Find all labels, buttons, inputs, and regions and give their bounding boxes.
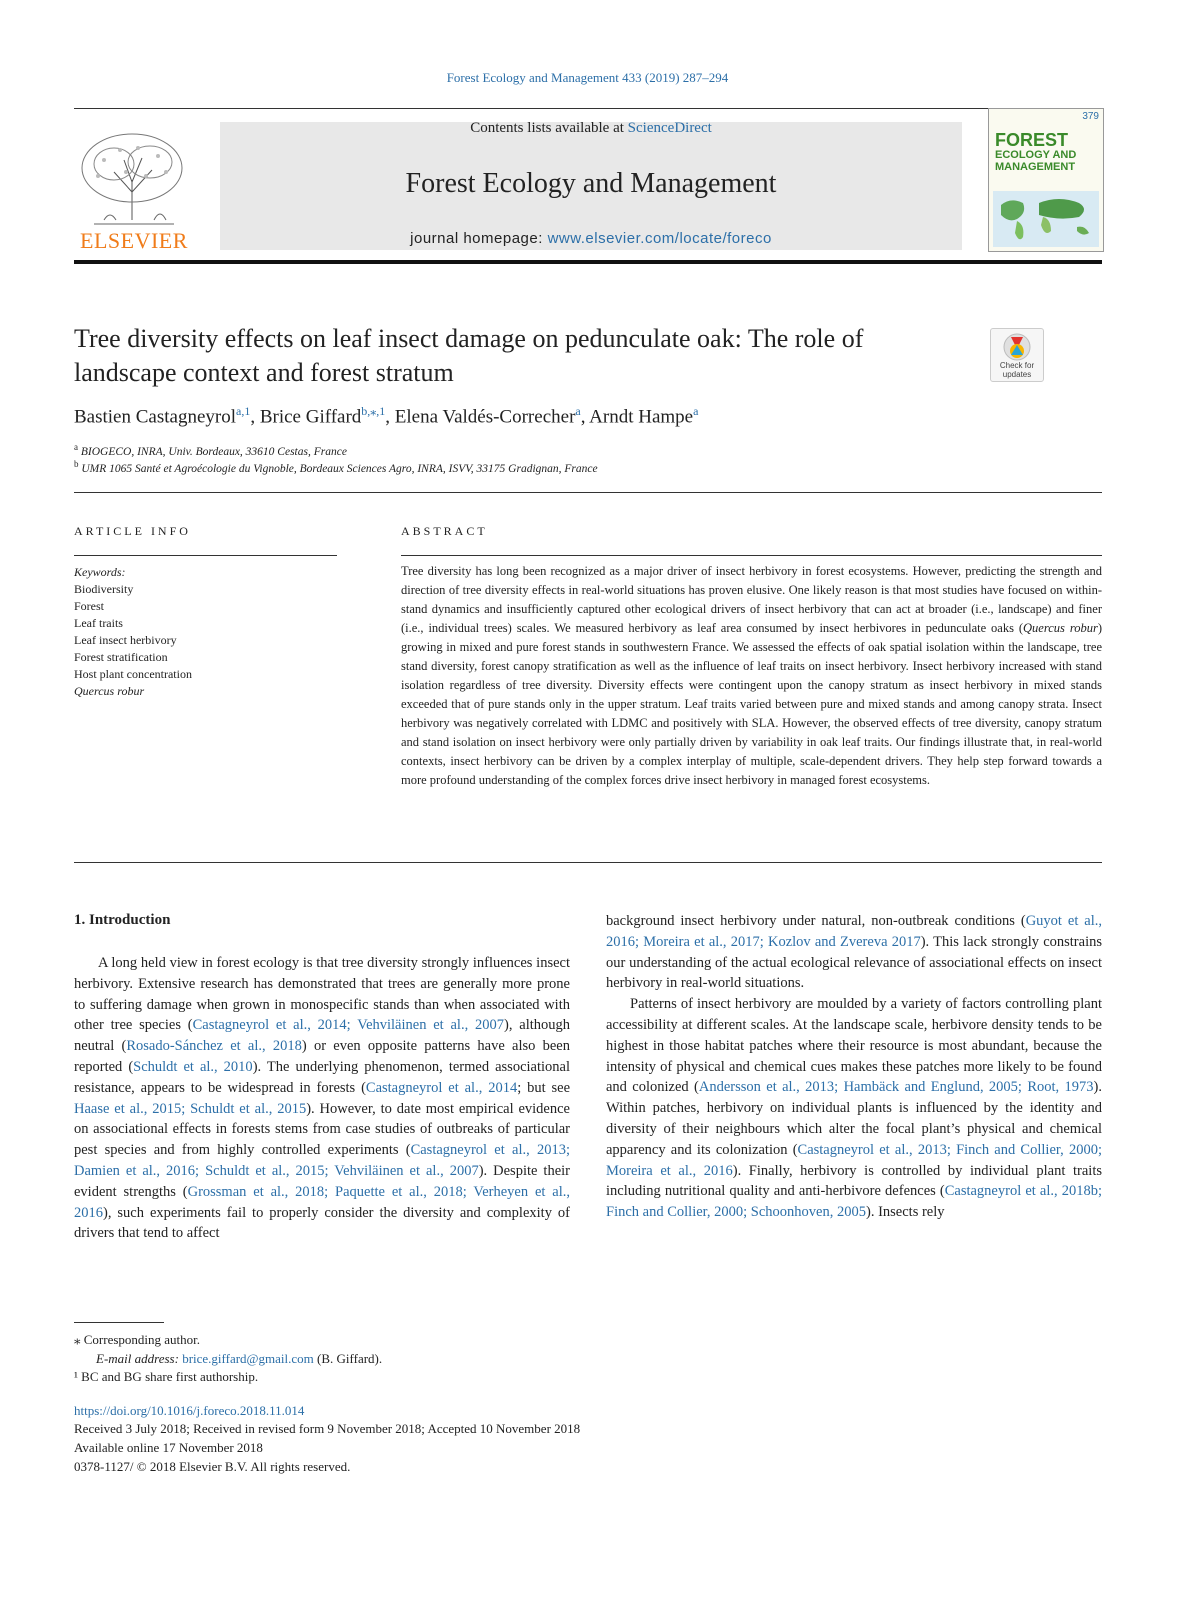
footnote-corresponding: ⁎ Corresponding author. [74, 1332, 201, 1347]
body-column-right [606, 911, 1102, 1223]
title-line-2: landscape context and forest stratum [74, 358, 454, 387]
keywords-label: Keywords: [74, 565, 126, 579]
affiliation-text: UMR 1065 Santé et Agroécologie du Vignoble, Bordeaux Sciences Agro, INRA, ISVV, 33175 Gradignan, France [81, 462, 598, 475]
available-online: Available online 17 November 2018 [74, 1440, 263, 1455]
body-text: ). However, to date most empirical evidence on associational effects in forests stems from case studies of outbreaks of particular pest species and from highly controlled experiments ( [74, 1100, 570, 1159]
body-text: ; but see [517, 1079, 571, 1096]
keyword: Quercus robur [74, 684, 145, 698]
cover-issue-number: 379 [1082, 111, 1099, 122]
reference-link[interactable]: Haase et al., 2015; Schuldt et al., 2015 [74, 1100, 307, 1117]
intro-paragraph-3 [606, 994, 1102, 1223]
journal-cover[interactable] [988, 108, 1104, 252]
journal-citation[interactable]: Forest Ecology and Management 433 (2019) 287–294 [446, 70, 729, 85]
body-text: ). Despite their evident strengths ( [74, 1162, 571, 1200]
crossmark-icon [991, 331, 1043, 365]
homepage-prefix: journal homepage: [410, 230, 548, 247]
contents-line [220, 120, 962, 137]
reference-link[interactable]: Castagneyrol et al., 2013; Damien et al., 2016; Schuldt et al., 2015; Vehviläinen et al., 2007 [74, 1142, 570, 1179]
body-text: ). This lack strongly constrains our understanding of the actual ecological relevance of associational effects on insect herbivory in real-world situations. [606, 933, 1102, 992]
keyword: Forest [74, 599, 104, 613]
keyword: Leaf insect herbivory [74, 633, 177, 647]
email-suffix: (B. Giffard). [313, 1351, 383, 1366]
keywords-block [74, 564, 192, 700]
received-dates: Received 3 July 2018; Received in revised form 9 November 2018; Accepted 10 November 2018 [74, 1421, 581, 1436]
reference-link[interactable]: Castagneyrol et al., 2014 [365, 1079, 518, 1096]
footnote-email [96, 1350, 382, 1369]
abstract-species: Quercus robur [1023, 621, 1098, 635]
author-affiliation-mark[interactable]: a [575, 404, 581, 418]
author-affiliation-mark[interactable]: a,1 [236, 404, 251, 418]
reference-link[interactable]: Andersson et al., 2013; Hambäck and Englund, 2005; Root, 1973 [698, 1079, 1094, 1096]
intro-paragraph-2 [606, 911, 1102, 994]
body-text: ) or even opposite patterns have also been reported ( [74, 1038, 570, 1075]
keyword: Leaf traits [74, 616, 123, 630]
body-text: background insect herbivory under natural, non-outbreak conditions ( [606, 913, 1026, 929]
body-text: ), such experiments fail to properly consider the diversity and complexity of drivers that tend to affect [74, 1204, 570, 1242]
footnote-shared-authorship: ¹ BC and BG share first authorship. [74, 1369, 259, 1384]
author-name: Elena Valdés-Correcher [394, 406, 576, 428]
body-text: ). Insects rely [866, 1204, 945, 1221]
affiliation-rule [74, 492, 1102, 493]
keyword: Forest stratification [74, 650, 168, 664]
reference-link[interactable]: Rosado-Sánchez et al., 2018 [126, 1038, 302, 1055]
title-line-1: Tree diversity effects on leaf insect damage on pedunculate oak: The role of [74, 324, 864, 353]
header-thick-rule [74, 260, 1102, 264]
journal-title: Forest Ecology and Management [405, 168, 777, 199]
abstract-text [401, 562, 1102, 790]
crossmark-label-1: Check for [999, 361, 1035, 370]
article-info-rule [74, 555, 337, 556]
body-text: Patterns of insect herbivory are moulded by a variety of factors controlling plant accessibility at different scales. At the landscape scale, herbivore density tends to be highest in those habitat patches where their resource is most abundant, because the intensity of physical and chemical cues makes these patches more likely to be found and colonized ( [606, 996, 1102, 1096]
copyright: 0378-1127/ © 2018 Elsevier B.V. All rights reserved. [74, 1459, 351, 1474]
reference-link[interactable]: Castagneyrol et al., 2018b; Finch and Collier, 2000; Schoonhoven, 2005 [606, 1183, 1103, 1221]
reference-link[interactable]: Castagneyrol et al., 2013; Finch and Collier, 2000; Moreira et al., 2016 [606, 1141, 1102, 1179]
keyword: Biodiversity [74, 582, 134, 596]
cover-title-3: MANAGEMENT [995, 161, 1076, 173]
affiliation-mark: b [74, 459, 79, 469]
cover-title-1: FOREST [995, 130, 1069, 150]
doi-link[interactable]: https://doi.org/10.1016/j.foreco.2018.11.014 [74, 1403, 305, 1418]
reference-link[interactable]: Schuldt et al., 2010 [133, 1058, 253, 1075]
keyword: Host plant concentration [74, 667, 192, 681]
author-affiliation-mark[interactable]: b,⁎,1 [361, 404, 386, 418]
reference-link[interactable]: Grossman et al., 2018; Paquette et al., 2018; Verheyen et al., 2016 [74, 1183, 570, 1221]
abstract-part: Tree diversity has long been recognized as a major driver of insect herbivory in forest ecosystems. However, predicting the strength and direction of tree diversity effects in real-world situations has proven elusive. One likely reason is that most studies have focused on within-stand dynamics and insufficiently captured other ecological drivers of insect herbivory that can act at broader (i.e., landscape) and finer (i.e., individual trees) scales. We measured herbivory as leaf area consumed by insect herbivores in pedunculate oaks ( [401, 564, 1102, 635]
article-info-heading: ARTICLE INFO [74, 524, 191, 538]
footnote-rule [74, 1322, 164, 1323]
affiliation-text: BIOGECO, INRA, Univ. Bordeaux, 33610 Cestas, France [80, 445, 347, 458]
journal-homepage [220, 230, 962, 247]
crossmark-label-2: updates [1002, 370, 1032, 379]
cover-world-map [993, 191, 1099, 247]
body-text: A long held view in forest ecology is that tree diversity strongly influences insect herbivory. Extensive research has demonstrated that trees are generally more prone to suffering damage when grown in monospecific stands than when associated with other tree species ( [74, 955, 570, 1034]
body-text: ). Within patches, herbivory on individual plants is influenced by the identity and diversity of their neighbours which alter the focal plant’s physical and chemical apparency and its colonization ( [606, 1079, 1102, 1158]
email-link[interactable]: brice.giffard@gmail.com [182, 1351, 314, 1366]
abstract-heading: ABSTRACT [401, 524, 488, 538]
body-column-left [74, 953, 570, 1244]
abstract-bottom-rule [74, 862, 1102, 863]
elsevier-wordmark: ELSEVIER [80, 228, 188, 253]
author-name: Bastien Castagneyrol [74, 406, 236, 428]
abstract-part: ) growing in mixed and pure forest stands in southwestern France. We assessed the effects of oak spatial isolation within the landscape, tree stand diversity, forest canopy stratification as well as the influence of leaf traits on insect herbivory. Insect herbivory increased with stand isolation regardless of tree diversity. Diversity effects were contingent upon the canopy stratum as insect herbivory in mixed stands exceeded that of pure stands only in the upper stratum. Leaf traits varied between pure and mixed stands and among canopy strata. Insect herbivory was negatively correlated with LDMC and positively with SLA. However, the observed effects of tree diversity, canopy stratum and stand isolation on insect herbivory were only partially driven by variability in oak leaf traits. Our findings illustrate that, in real-world contexts, insect herbivory can be driven by a complex interplay of multiple, scale-dependent drivers. They help step forward towards a more profound understanding of the complex forces drive insect herbivory in managed forest ecosystems. [401, 621, 1103, 787]
affiliation-mark: a [74, 442, 78, 452]
contents-prefix: Contents lists available at [470, 120, 628, 136]
abstract-rule [401, 555, 1102, 556]
body-text: ), although neutral ( [74, 1017, 571, 1055]
reference-link[interactable]: Guyot et al., 2016; Moreira et al., 2017; Kozlov and Zvereva 2017 [606, 913, 1102, 950]
section-heading-introduction: 1. Introduction [74, 912, 171, 928]
author-affiliation-mark[interactable]: a [693, 404, 699, 418]
paper-title [74, 322, 974, 390]
header-rule [74, 108, 1102, 109]
crossmark-button[interactable] [990, 328, 1044, 382]
affiliation-a [74, 442, 347, 458]
affiliation-b [74, 459, 598, 475]
author-name: Arndt Hampe [589, 406, 694, 428]
cover-title-2: ECOLOGY AND [995, 149, 1077, 161]
email-label: E-mail address: [96, 1351, 183, 1366]
reference-link[interactable]: Castagneyrol et al., 2014; Vehviläinen et al., 2007 [192, 1017, 505, 1034]
author-list: Bastien Castagneyrol$^{a,1}$, Brice Giffard$^{b,⁎,1}$, Elena Valdés-Correcher$^a$, Arndt Hampe$^a$ [74, 404, 699, 428]
body-text: ). The underlying phenomenon, termed associational resistance, appears to be widespread in forests ( [74, 1058, 570, 1096]
intro-paragraph-1 [74, 953, 570, 1244]
homepage-link[interactable]: www.elsevier.com/locate/foreco [547, 230, 772, 247]
body-text: ). Finally, herbivory is controlled by individual plant traits including nutritional quality and anti-herbivore defences ( [606, 1162, 1102, 1200]
author-name: Brice Giffard [259, 406, 362, 428]
sciencedirect-link[interactable]: ScienceDirect [627, 120, 712, 136]
